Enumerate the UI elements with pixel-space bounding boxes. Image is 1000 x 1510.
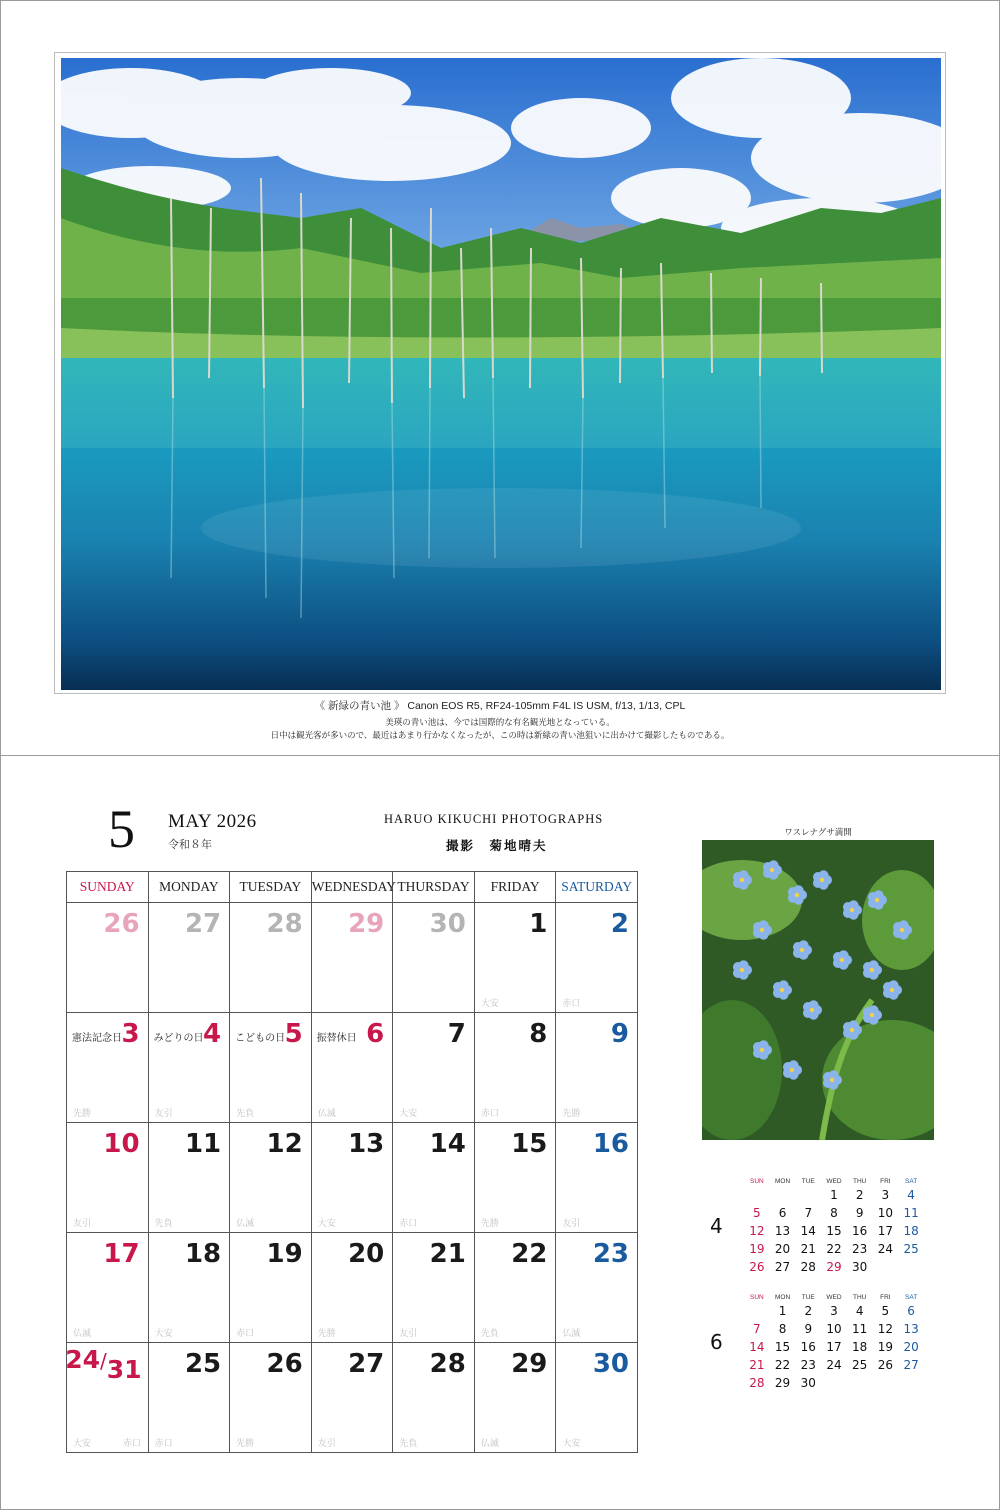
mini-day: 5	[753, 1206, 761, 1220]
day-number: 21	[429, 1239, 466, 1269]
weekday-header: WEDNESDAY	[311, 872, 393, 903]
rokuyo-label: 先負	[480, 1328, 499, 1338]
rokuyo-label: 先負	[236, 1108, 255, 1118]
rokuyo-label-second: 赤口	[123, 1438, 142, 1448]
mini-day: 1	[778, 1304, 787, 1318]
day-cell[interactable]	[230, 1233, 312, 1343]
page-fold-line	[0, 755, 1000, 756]
mini-day	[795, 1186, 821, 1204]
mini-day: 26	[749, 1260, 765, 1274]
mini-weekday-header: MON	[774, 1293, 791, 1301]
mini-day: 11	[852, 1322, 868, 1336]
photographer-credit-english: HARUO KIKUCHI PHOTOGRAPHS	[384, 812, 604, 826]
photo-caption-line-2: 日中は観光客が多いので、最近はあまり行かなくなったが、この時は新緑の青い池狙いに出かけて撮影したものである。	[270, 730, 730, 740]
weekday-header: SUNDAY	[67, 872, 149, 903]
june-label: 6	[710, 1330, 723, 1354]
holiday-name: 振替休日	[316, 1033, 357, 1044]
mini-day: 10	[826, 1322, 842, 1336]
rokuyo-label: 仏滅	[236, 1218, 255, 1228]
photo-caption-line-1: 美瑛の青い池は、今では国際的な有名観光地となっている。	[385, 717, 615, 727]
day-cell[interactable]	[556, 903, 638, 1013]
mini-day: 14	[749, 1340, 765, 1354]
mini-day: 30	[800, 1376, 816, 1390]
mini-day: 19	[749, 1242, 765, 1256]
mini-day: 12	[877, 1322, 893, 1336]
day-cell[interactable]	[148, 1013, 230, 1123]
mini-day: 10	[877, 1206, 893, 1220]
mini-day: 3	[830, 1304, 838, 1318]
week-row	[67, 1343, 638, 1453]
mini-weekday-header: FRI	[880, 1177, 891, 1185]
day-cell[interactable]	[311, 903, 393, 1013]
day-cell[interactable]	[474, 903, 556, 1013]
mini-day: 8	[778, 1322, 787, 1336]
day-cell[interactable]	[311, 1013, 393, 1123]
mini-weekday-header: WED	[826, 1293, 842, 1301]
day-number: 6	[366, 1019, 385, 1049]
mini-day: 20	[774, 1242, 791, 1256]
day-number: 14	[429, 1129, 466, 1159]
rokuyo-label: 赤口	[236, 1328, 255, 1338]
mini-day: 23	[852, 1242, 868, 1256]
mini-day: 6	[907, 1304, 915, 1318]
rokuyo-label: 大安	[154, 1328, 173, 1338]
rokuyo-label: 赤口	[480, 1108, 499, 1118]
day-number: 30	[429, 909, 466, 939]
day-number: 17	[103, 1239, 140, 1269]
april-mini-calendar	[744, 1176, 924, 1276]
rokuyo-label: 仏滅	[317, 1108, 336, 1118]
month-calendar-grid	[66, 871, 638, 1453]
mini-day: 19	[877, 1340, 893, 1354]
day-cell[interactable]	[556, 1123, 638, 1233]
day-cell[interactable]	[148, 1233, 230, 1343]
day-cell[interactable]	[230, 1343, 312, 1453]
rokuyo-label: 先勝	[562, 1108, 581, 1118]
rokuyo-label: 赤口	[562, 998, 581, 1008]
day-cell[interactable]	[556, 1013, 638, 1123]
week-row	[67, 1013, 638, 1123]
day-number: 5	[284, 1019, 303, 1049]
day-number: 18	[184, 1239, 222, 1269]
day-number: 7	[447, 1019, 466, 1049]
mini-day	[744, 1186, 770, 1204]
day-cell[interactable]	[148, 1123, 230, 1233]
day-cell[interactable]	[230, 903, 312, 1013]
photo-caption-title: 《 新緑の青い池 》 Canon EOS R5, RF24-105mm F4L IS USM, f/13, 1/13, CPL	[314, 700, 686, 712]
day-cell[interactable]	[556, 1233, 638, 1343]
mini-day: 9	[855, 1206, 864, 1220]
rokuyo-label: 先勝	[317, 1328, 336, 1338]
mini-day: 6	[778, 1206, 787, 1220]
week-row	[67, 1233, 638, 1343]
day-number: 8	[529, 1019, 548, 1049]
week-row	[67, 1123, 638, 1233]
day-number: 26	[103, 909, 140, 939]
mini-day: 5	[881, 1304, 890, 1318]
day-number: 25	[184, 1349, 222, 1379]
day-cell[interactable]	[474, 1013, 556, 1123]
weekday-header: FRIDAY	[474, 872, 556, 903]
mini-day	[873, 1374, 899, 1392]
mini-weekday-header: FRI	[880, 1293, 891, 1301]
mini-weekday-header: MON	[774, 1177, 791, 1185]
mini-day: 29	[826, 1260, 842, 1274]
day-number: 1	[529, 909, 548, 939]
rokuyo-label: 先勝	[73, 1108, 92, 1118]
day-cell[interactable]	[311, 1343, 393, 1453]
mini-day: 17	[877, 1224, 893, 1238]
mini-weekday-header: SUN	[749, 1177, 764, 1185]
mini-day	[873, 1258, 899, 1276]
rokuyo-label: 先勝	[480, 1218, 499, 1228]
rokuyo-label: 大安	[317, 1218, 336, 1228]
mini-day: 24	[877, 1242, 893, 1256]
day-number: 2	[610, 909, 629, 939]
day-number: 26	[266, 1349, 303, 1379]
day-number: 4	[203, 1019, 222, 1049]
mini-weekday-header: SAT	[905, 1293, 918, 1301]
mini-day: 16	[800, 1340, 816, 1354]
mini-day: 27	[774, 1260, 791, 1274]
day-number: 20	[348, 1239, 385, 1269]
mini-day: 3	[881, 1188, 890, 1202]
day-number-combined: 24/31	[65, 1345, 142, 1384]
mini-day: 11	[903, 1206, 919, 1220]
rokuyo-label: 大安	[399, 1108, 418, 1118]
mini-day: 15	[774, 1340, 791, 1354]
day-cell[interactable]	[393, 1233, 475, 1343]
mini-day: 17	[826, 1340, 842, 1354]
mini-day: 4	[855, 1304, 864, 1318]
mini-day	[744, 1302, 770, 1320]
photographer-credit-japanese: 撮影 菊地晴夫	[446, 838, 548, 853]
day-number: 29	[348, 909, 385, 939]
day-number: 29	[511, 1349, 548, 1379]
mini-day	[821, 1374, 847, 1392]
holiday-name: みどりの日	[153, 1033, 204, 1044]
mini-day: 22	[774, 1358, 791, 1372]
rokuyo-label: 仏滅	[562, 1328, 581, 1338]
landscape-photo	[61, 58, 941, 690]
mini-day: 7	[753, 1322, 761, 1336]
mini-day: 12	[749, 1224, 765, 1238]
day-number: 11	[184, 1129, 222, 1159]
day-cell[interactable]	[67, 1123, 149, 1233]
mini-day: 15	[826, 1224, 842, 1238]
day-number: 13	[348, 1129, 385, 1159]
rokuyo-label: 大安	[480, 998, 499, 1008]
day-cell[interactable]	[67, 1343, 149, 1453]
rokuyo-label: 大安	[73, 1438, 92, 1448]
rokuyo-label: 友引	[399, 1328, 418, 1338]
weekday-header: MONDAY	[148, 872, 230, 903]
day-number: 28	[429, 1349, 466, 1379]
day-number: 22	[511, 1239, 548, 1269]
mini-day	[898, 1374, 924, 1392]
mini-day: 25	[852, 1358, 868, 1372]
mini-day	[770, 1186, 796, 1204]
month-name-year: MAY 2026	[168, 811, 257, 832]
weekday-header: TUESDAY	[230, 872, 312, 903]
week-row	[67, 903, 638, 1013]
mini-day: 24	[826, 1358, 842, 1372]
mini-day: 1	[830, 1188, 838, 1202]
holiday-name: こどもの日	[235, 1033, 286, 1044]
mini-day	[847, 1374, 873, 1392]
day-number: 27	[184, 909, 222, 939]
rokuyo-label: 赤口	[154, 1438, 173, 1448]
forget-me-not-photo	[702, 840, 934, 1140]
weekday-header: THURSDAY	[393, 872, 475, 903]
day-cell[interactable]	[393, 1343, 475, 1453]
flower-photo-caption: ワスレナグサ満開	[784, 827, 852, 837]
day-number: 12	[266, 1129, 303, 1159]
day-cell[interactable]	[393, 1013, 475, 1123]
mini-day: 26	[877, 1358, 893, 1372]
japanese-era-year: 令和８年	[168, 839, 212, 851]
day-cell[interactable]	[230, 1013, 312, 1123]
rokuyo-label: 友引	[317, 1438, 336, 1448]
day-number: 10	[103, 1129, 140, 1159]
mini-day: 13	[774, 1224, 791, 1238]
day-cell[interactable]	[474, 1343, 556, 1453]
mini-day: 30	[852, 1260, 868, 1274]
day-cell[interactable]	[67, 1233, 149, 1343]
april-label: 4	[710, 1214, 723, 1238]
day-cell[interactable]	[393, 903, 475, 1013]
day-cell[interactable]	[67, 903, 149, 1013]
day-number: 19	[266, 1239, 303, 1269]
day-cell[interactable]	[148, 903, 230, 1013]
rokuyo-label: 赤口	[399, 1218, 418, 1228]
mini-weekday-header: TUE	[801, 1177, 815, 1185]
day-cell[interactable]	[148, 1343, 230, 1453]
day-number: 9	[610, 1019, 629, 1049]
mini-weekday-header: TUE	[801, 1293, 815, 1301]
mini-day: 20	[903, 1340, 919, 1354]
day-cell[interactable]	[67, 1013, 149, 1123]
month-number: 5	[108, 799, 135, 859]
mini-weekday-header: SAT	[905, 1177, 918, 1185]
mini-weekday-header: SUN	[749, 1293, 764, 1301]
weekday-header-row	[67, 872, 638, 903]
mini-day: 18	[903, 1224, 919, 1238]
mini-day: 14	[800, 1224, 816, 1238]
landscape-photo-frame	[54, 52, 946, 694]
rokuyo-label: 仏滅	[73, 1328, 92, 1338]
day-cell[interactable]	[393, 1123, 475, 1233]
mini-weekday-header: WED	[826, 1177, 842, 1185]
mini-day: 18	[852, 1340, 868, 1354]
mini-day: 4	[907, 1188, 915, 1202]
mini-day: 7	[804, 1206, 813, 1220]
day-cell[interactable]	[474, 1123, 556, 1233]
mini-day: 21	[800, 1242, 816, 1256]
rokuyo-label: 先負	[399, 1438, 418, 1448]
day-cell[interactable]	[230, 1123, 312, 1233]
day-cell[interactable]	[556, 1343, 638, 1453]
day-number: 15	[511, 1129, 548, 1159]
day-number: 27	[348, 1349, 385, 1379]
mini-day	[898, 1258, 924, 1276]
mini-day: 9	[804, 1322, 813, 1336]
day-number: 30	[592, 1349, 629, 1379]
rokuyo-label: 友引	[73, 1218, 92, 1228]
day-cell[interactable]	[311, 1233, 393, 1343]
rokuyo-label: 仏滅	[480, 1438, 499, 1448]
mini-day: 28	[749, 1376, 765, 1390]
mini-day: 28	[800, 1260, 816, 1274]
rokuyo-label: 大安	[562, 1438, 581, 1448]
june-mini-calendar	[744, 1292, 924, 1392]
mini-day: 23	[800, 1358, 816, 1372]
mini-day: 2	[804, 1304, 813, 1318]
holiday-name: 憲法記念日	[72, 1033, 122, 1044]
day-cell[interactable]	[474, 1233, 556, 1343]
mini-day: 22	[826, 1242, 842, 1256]
mini-day: 27	[903, 1358, 919, 1372]
mini-weekday-header: THU	[852, 1293, 867, 1301]
weekday-header: SATURDAY	[556, 872, 638, 903]
day-number: 23	[592, 1239, 629, 1269]
rokuyo-label: 友引	[562, 1218, 581, 1228]
mini-day: 29	[774, 1376, 791, 1390]
day-cell[interactable]	[311, 1123, 393, 1233]
mini-day: 8	[830, 1206, 838, 1220]
rokuyo-label: 先負	[154, 1218, 173, 1228]
day-number: 28	[266, 909, 303, 939]
day-number: 16	[592, 1129, 629, 1159]
rokuyo-label: 先勝	[236, 1438, 255, 1448]
mini-weekday-header: THU	[852, 1177, 867, 1185]
mini-day: 16	[852, 1224, 868, 1238]
day-number: 3	[121, 1019, 140, 1049]
mini-day: 13	[903, 1322, 919, 1336]
rokuyo-label: 友引	[154, 1108, 173, 1118]
mini-day: 21	[749, 1358, 765, 1372]
mini-day: 2	[855, 1188, 864, 1202]
mini-day: 25	[903, 1242, 919, 1256]
